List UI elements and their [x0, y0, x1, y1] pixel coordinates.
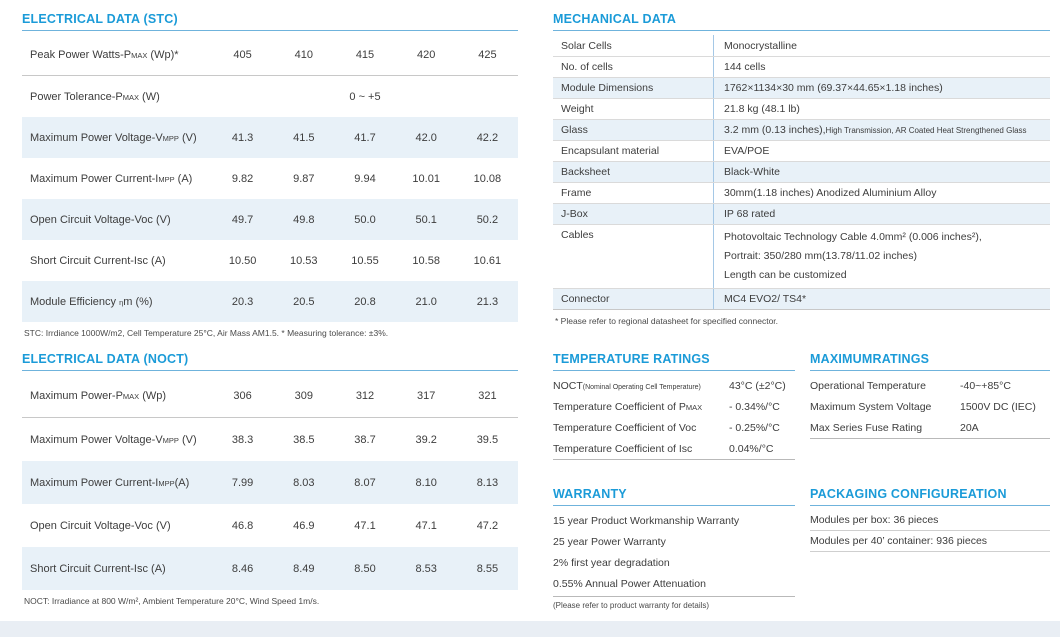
- row-label: Max Series Fuse Rating: [810, 421, 923, 434]
- title-underline: [810, 505, 1050, 506]
- cell-value: 8.46: [231, 562, 254, 575]
- row-label: Maximum Power Voltage-VMPP (V): [30, 131, 197, 144]
- cell-value: 38.7: [354, 433, 376, 446]
- cell-value: 309: [294, 390, 313, 402]
- section-electrical-noct: [22, 352, 518, 606]
- cell-value: 317: [417, 390, 436, 402]
- table-row: [22, 35, 518, 76]
- row-value: 21.8 kg (48.1 lb): [713, 99, 1050, 119]
- row-label: NOCT(Nominal Operating Cell Temperature): [553, 379, 701, 392]
- section-maximum-ratings: [810, 352, 1050, 460]
- table-row: [553, 375, 795, 396]
- row-label: Operational Temperature: [810, 379, 926, 392]
- cell-value: 306: [233, 390, 252, 402]
- table-row: [553, 140, 1050, 161]
- row-label: Open Circuit Voltage-Voc (V): [30, 213, 171, 226]
- row-value: EVA/POE: [713, 141, 1050, 161]
- noct-table: [22, 375, 518, 590]
- mechanical-table: [553, 35, 1050, 310]
- row-value: MC4 EVO2/ TS4*: [713, 289, 1050, 309]
- table-row: [553, 77, 1050, 98]
- cell-value: 8.53: [415, 562, 437, 575]
- table-row: [553, 224, 1050, 288]
- table-row: [553, 161, 1050, 182]
- list-item: 2% first year degradation: [553, 556, 670, 569]
- stc-footnote: STC: Irrdiance 1000W/m2, Cell Temperature 25°C, Air Mass AM1.5. * Measuring tolerance: ±3%.: [24, 328, 389, 338]
- title-underline: [22, 30, 518, 31]
- stc-table: [22, 35, 518, 322]
- table-row: [553, 417, 795, 438]
- list-item: 0.55% Annual Power Attenuation: [553, 577, 706, 590]
- section-mechanical: [553, 12, 1050, 326]
- row-value: 3.2 mm (0.13 inches), High Transmission, AR Coated Heat Strengthened Glass: [713, 120, 1050, 140]
- table-row: [22, 461, 518, 504]
- cell-value: 0 ~ +5: [349, 90, 381, 103]
- row-label: Temperature Coefficient of Voc: [553, 421, 697, 434]
- table-row: [22, 547, 518, 590]
- table-row: [22, 76, 518, 117]
- table-row: [553, 396, 795, 417]
- cell-value: 410: [294, 49, 313, 61]
- cell-value: 21.0: [415, 295, 437, 308]
- warranty-list: [553, 510, 795, 594]
- cell-value: 49.8: [293, 213, 315, 226]
- table-row: [22, 281, 518, 322]
- section-electrical-stc: [22, 12, 518, 338]
- row-label: Frame: [561, 187, 592, 199]
- table-row: [810, 375, 1050, 396]
- cell-value: 10.55: [351, 254, 379, 267]
- table-row: [22, 504, 518, 547]
- row-label: Maximum Power Current-IMPP(A): [30, 476, 190, 489]
- cell-value: 9.87: [293, 172, 315, 185]
- table-row: [810, 417, 1050, 438]
- divider: [553, 596, 795, 597]
- cables-line-3: Length can be customized: [724, 269, 847, 281]
- row-value: 0.04%/°C: [729, 442, 774, 455]
- row-label: Short Circuit Current-Isc (A): [30, 562, 166, 575]
- row-label: Short Circuit Current-Isc (A): [30, 254, 166, 267]
- cell-value: 8.55: [476, 562, 499, 575]
- row-label: Maximum System Voltage: [810, 400, 932, 413]
- row-value: IP 68 rated: [713, 204, 1050, 224]
- row-value: - 0.34%/°C: [729, 400, 780, 413]
- cables-line-1: Photovoltaic Technology Cable 4.0mm² (0.006 inches²),: [724, 231, 982, 243]
- list-item: Modules per box: 36 pieces: [810, 510, 1050, 531]
- warranty-row: [553, 487, 1050, 610]
- row-label: Maximum Power Voltage-VMPP (V): [30, 433, 197, 446]
- title-underline: [553, 505, 795, 506]
- cell-value: 8.50: [354, 562, 376, 575]
- section-warranty: [553, 487, 795, 610]
- cell-value: 46.8: [231, 519, 254, 532]
- title-underline: [553, 30, 1050, 31]
- row-label: Encapsulant material: [561, 145, 660, 157]
- cell-value: 41.5: [293, 131, 315, 144]
- cell-value: 405: [233, 49, 252, 61]
- cell-value: 10.58: [412, 254, 440, 267]
- title-underline: [553, 370, 795, 371]
- cell-value: 41.3: [231, 131, 254, 144]
- cell-value: 10.08: [473, 172, 502, 185]
- row-value: 1500V DC (IEC): [960, 400, 1036, 413]
- list-item: 25 year Power Warranty: [553, 535, 666, 548]
- right-column: [553, 12, 1050, 610]
- cell-value: 7.99: [231, 476, 254, 489]
- row-label: Cables: [561, 229, 594, 241]
- section-temperature-ratings: [553, 352, 795, 460]
- row-label: Solar Cells: [561, 39, 612, 52]
- row-value-small: High Transmission, AR Coated Heat Strengthened Glass: [825, 125, 1027, 135]
- row-value: 43°C (±2°C): [729, 379, 786, 392]
- left-column: [22, 12, 518, 606]
- cell-value: 8.49: [293, 562, 315, 575]
- section-title-warranty: WARRANTY: [553, 487, 627, 501]
- row-label: Glass: [561, 124, 588, 136]
- cell-value: 41.7: [354, 131, 376, 144]
- table-row: [553, 438, 795, 459]
- cell-value: 10.01: [412, 172, 440, 185]
- cell-value: 47.2: [476, 519, 499, 532]
- noct-footnote: NOCT: Irradiance at 800 W/m², Ambient Temperature 20°C, Wind Speed 1m/s.: [24, 596, 320, 606]
- row-label: Peak Power Watts-PMAX (Wp)*: [30, 49, 179, 61]
- row-value: [713, 225, 1050, 288]
- table-row: [22, 418, 518, 461]
- cell-value: 39.5: [476, 433, 499, 446]
- table-row: [553, 56, 1050, 77]
- cell-value: 8.07: [354, 476, 376, 489]
- cell-value: 8.10: [415, 476, 437, 489]
- ratings-row: [553, 352, 1050, 460]
- row-label: Temperature Coefficient of Isc: [553, 442, 693, 455]
- row-label: No. of cells: [561, 61, 613, 73]
- cell-value: 312: [355, 390, 375, 402]
- row-label: Maximum Power-PMAX (Wp): [30, 390, 167, 402]
- cell-value: 10.50: [228, 254, 257, 267]
- cell-value: 46.9: [293, 519, 315, 532]
- section-title-maximum: MAXIMUMRATINGS: [810, 352, 930, 366]
- temperature-table: [553, 375, 795, 460]
- row-label: Module Efficiency ηm (%): [30, 295, 153, 308]
- table-row: [22, 199, 518, 240]
- table-row: [553, 182, 1050, 203]
- list-item: 15 year Product Workmanship Warranty: [553, 514, 740, 527]
- title-underline: [810, 370, 1050, 371]
- maximum-table: [810, 375, 1050, 439]
- row-value: Black-White: [713, 162, 1050, 182]
- cell-value: 50.2: [476, 213, 499, 226]
- row-label: Temperature Coefficient of PMAX: [553, 400, 703, 413]
- row-label: J-Box: [561, 208, 588, 220]
- cell-value: 20.3: [231, 295, 254, 308]
- table-row: [553, 35, 1050, 56]
- section-title-temperature: TEMPERATURE RATINGS: [553, 352, 710, 366]
- table-row: [553, 288, 1050, 309]
- warranty-footnote: (Please refer to product warranty for details): [553, 601, 710, 610]
- list-item: Modules per 40’ container: 936 pieces: [810, 531, 1050, 552]
- cell-value: 49.7: [231, 213, 254, 226]
- row-label: Power Tolerance-PMAX (W): [30, 90, 160, 103]
- section-title-stc: ELECTRICAL DATA (STC): [22, 12, 178, 26]
- cell-value: 420: [417, 49, 436, 61]
- section-packaging: [810, 487, 1050, 610]
- footer-band: [0, 621, 1060, 637]
- cell-value: 42.0: [415, 131, 437, 144]
- cell-value: 47.1: [415, 519, 437, 532]
- cell-value: 20.5: [293, 295, 315, 308]
- row-label: Module Dimensions: [561, 82, 654, 94]
- cell-value: 38.3: [231, 433, 254, 446]
- row-value: 30mm(1.18 inches) Anodized Aluminium Alloy: [713, 183, 1050, 203]
- cell-value: 8.03: [293, 476, 315, 489]
- cell-value: 39.2: [415, 433, 437, 446]
- section-title-mechanical: MECHANICAL DATA: [553, 12, 677, 26]
- title-underline: [22, 370, 518, 371]
- row-value: -40~+85°C: [960, 379, 1011, 392]
- cell-value: 8.13: [476, 476, 499, 489]
- row-value: 20A: [960, 421, 979, 434]
- cell-value: 38.5: [293, 433, 315, 446]
- cell-value: 425: [478, 49, 497, 61]
- table-row: [810, 396, 1050, 417]
- row-value: Monocrystalline: [713, 35, 1050, 56]
- row-label: Connector: [561, 293, 610, 305]
- table-row: [553, 119, 1050, 140]
- row-label: Backsheet: [561, 166, 611, 178]
- table-row: [22, 240, 518, 281]
- packaging-list: [810, 510, 1050, 552]
- mechanical-footnote: * Please refer to regional datasheet for specified connector.: [555, 316, 779, 326]
- table-row: [553, 98, 1050, 119]
- table-row: [22, 158, 518, 199]
- row-label: Open Circuit Voltage-Voc (V): [30, 519, 171, 532]
- cell-value: 47.1: [354, 519, 376, 532]
- table-row: [553, 203, 1050, 224]
- cell-value: 42.2: [476, 131, 499, 144]
- cell-value: 21.3: [476, 295, 499, 308]
- cell-value: 321: [478, 390, 497, 402]
- row-value: 144 cells: [713, 57, 1050, 77]
- table-row: [22, 375, 518, 418]
- cell-value: 10.53: [290, 254, 318, 267]
- cables-line-2: Portrait: 350/280 mm(13.78/11.02 inches): [724, 250, 917, 262]
- section-title-packaging: PACKAGING CONFIGUREATION: [810, 487, 1007, 501]
- table-row: [22, 117, 518, 158]
- row-label: Weight: [561, 103, 594, 115]
- cell-value: 20.8: [354, 295, 376, 308]
- cell-value: 10.61: [473, 254, 502, 267]
- row-value: 1762×1134×30 mm (69.37×44.65×1.18 inches): [713, 78, 1050, 98]
- cell-value: 50.1: [415, 213, 437, 226]
- cell-value: 9.94: [354, 172, 376, 185]
- cell-value: 415: [355, 49, 375, 61]
- row-label: Maximum Power Current-IMPP (A): [30, 172, 193, 185]
- section-title-noct: ELECTRICAL DATA (NOCT): [22, 352, 189, 366]
- cell-value: 50.0: [354, 213, 376, 226]
- cell-value: 9.82: [231, 172, 254, 185]
- row-value: - 0.25%/°C: [729, 421, 780, 434]
